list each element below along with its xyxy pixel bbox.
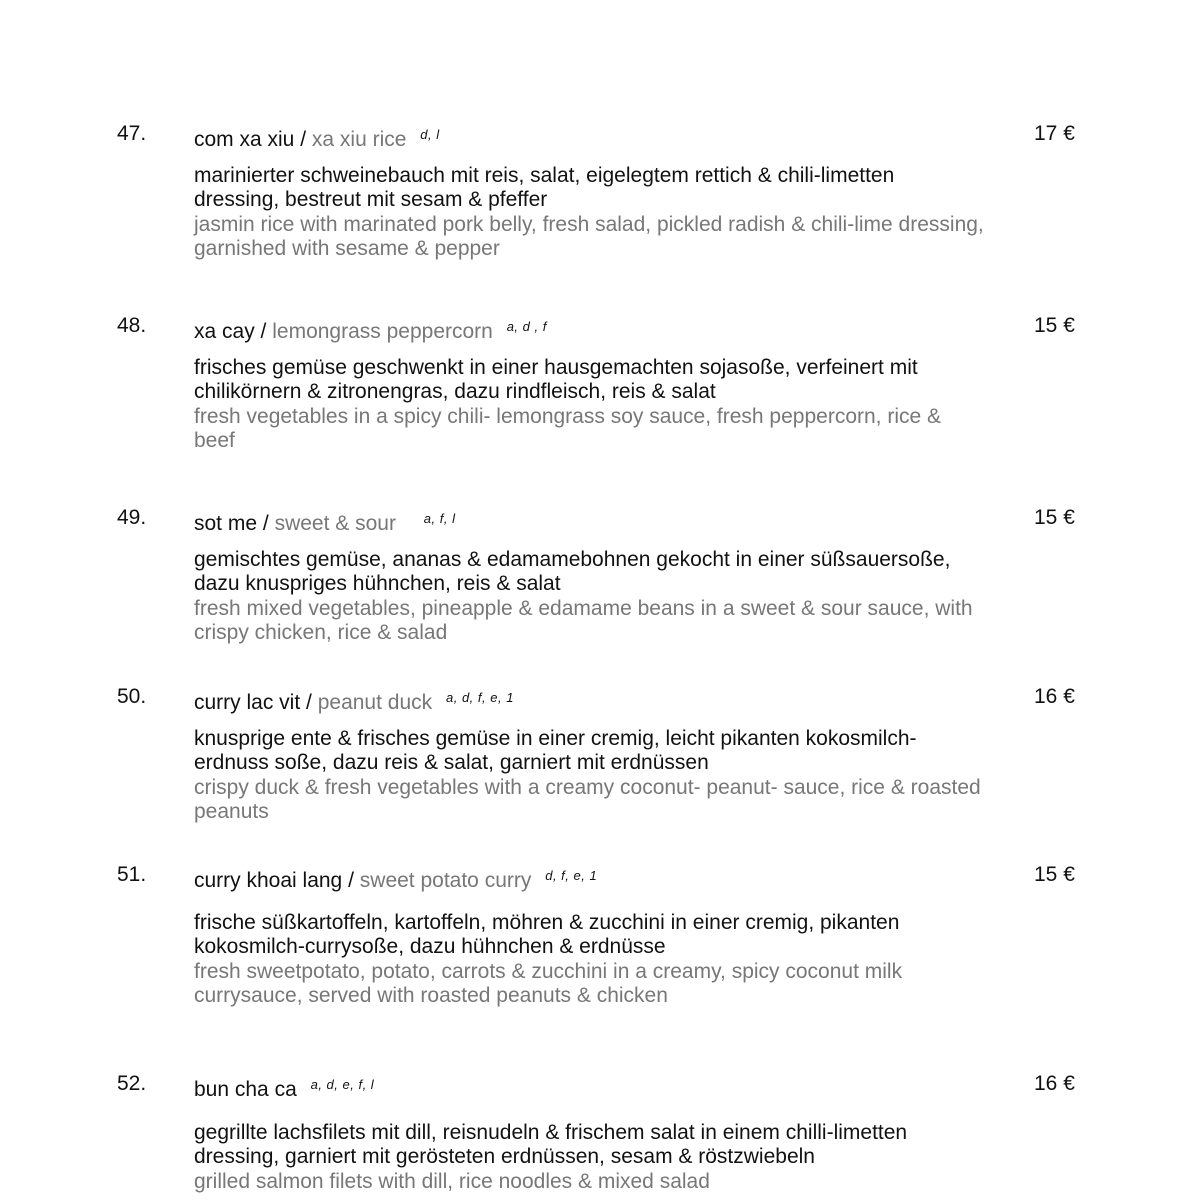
item-title — [194, 864, 597, 893]
item-title — [194, 1073, 374, 1102]
description-english: fresh vegetables in a spicy chili- lemongrass soy sauce, fresh peppercorn, rice & beef — [194, 404, 942, 453]
item-description — [194, 727, 984, 825]
item-title — [194, 315, 547, 344]
item-price: 16 € — [1034, 1072, 1075, 1095]
item-name-en: lemongrass peppercorn — [272, 320, 493, 343]
item-number: 49. — [117, 506, 147, 529]
item-name-en: sweet potato curry — [359, 869, 532, 892]
description-german: marinierter schweinebauch mit reis, salat, eigelegtem rettich & chili-limetten dressing, bestreut mit sesam & pfeffer — [194, 164, 895, 212]
item-number: 48. — [117, 314, 147, 337]
description-english: fresh mixed vegetables, pineapple & edamame beans in a sweet & sour sauce, with crispy chicken, rice & salad — [194, 596, 973, 645]
item-title — [194, 123, 440, 152]
item-number: 50. — [117, 685, 147, 708]
description-german: gegrillte lachsfilets mit dill, reisnudeln & frischem salat in einem chilli-limetten dressing, garniert mit gerösteten erdnüssen, sesam & röstzwiebeln — [194, 1121, 908, 1169]
description-german: frisches gemüse geschwenkt in einer hausgemachten sojasoße, verfeinert mit chilikörnern & zitronengras, dazu rindfleisch, reis & salat — [194, 356, 918, 404]
item-description — [194, 548, 984, 646]
item-description — [194, 1121, 984, 1194]
name-separator: / — [262, 512, 269, 535]
allergen-codes: d, f, e, 1 — [545, 868, 598, 883]
item-name-vn: com xa xiu — [194, 128, 295, 151]
item-name-en: peanut duck — [317, 691, 433, 714]
allergen-codes: a, f, l — [423, 511, 456, 526]
description-german: frische süßkartoffeln, kartoffeln, möhren & zucchini in einer cremig, pikanten kokosmilch-currysoße, dazu hühnchen & erdnüsse — [194, 911, 900, 959]
item-price: 15 € — [1034, 863, 1075, 886]
description-german: knusprige ente & frisches gemüse in einer cremig, leicht pikanten kokosmilch-erdnuss soße, dazu reis & salat, garniert mit erdnüssen — [194, 727, 917, 775]
allergen-codes: a, d , f — [506, 319, 547, 334]
item-description — [194, 911, 984, 1009]
allergen-codes: d, l — [420, 127, 440, 142]
description-english: fresh sweetpotato, potato, carrots & zucchini in a creamy, spicy coconut milk currysauce, served with roasted peanuts & chicken — [194, 959, 903, 1008]
description-english: crispy duck & fresh vegetables with a creamy coconut- peanut- sauce, rice & roasted peanuts — [194, 775, 981, 824]
item-price: 16 € — [1034, 685, 1075, 708]
item-description — [194, 356, 984, 454]
item-name-vn: sot me — [194, 512, 258, 535]
item-name-vn: bun cha ca — [194, 1078, 297, 1101]
item-description — [194, 164, 984, 262]
item-number: 47. — [117, 122, 147, 145]
item-title — [194, 686, 514, 715]
item-number: 52. — [117, 1072, 147, 1095]
item-price: 15 € — [1034, 314, 1075, 337]
allergen-codes: a, d, f, e, 1 — [446, 690, 514, 705]
item-price: 15 € — [1034, 506, 1075, 529]
name-separator: / — [306, 691, 312, 714]
item-name-vn: curry lac vit — [194, 691, 301, 714]
item-name-vn: curry khoai lang — [194, 869, 343, 892]
description-english: jasmin rice with marinated pork belly, fresh salad, pickled radish & chili-lime dressing, garnished with sesame & pepper — [194, 212, 984, 261]
description-german: gemischtes gemüse, ananas & edamamebohnen gekocht in einer süßsauersoße, dazu knuspriges hühnchen, reis & salat — [194, 548, 951, 596]
item-title — [194, 507, 455, 536]
item-name-en: sweet & sour — [274, 512, 396, 535]
name-separator: / — [348, 869, 354, 892]
name-separator: / — [300, 128, 307, 151]
name-separator: / — [260, 320, 267, 343]
description-english: grilled salmon filets with dill, rice noodles & mixed salad — [194, 1169, 710, 1193]
item-number: 51. — [117, 863, 147, 886]
item-name-en: xa xiu rice — [311, 128, 407, 151]
item-name-vn: xa cay — [194, 320, 255, 343]
item-price: 17 € — [1034, 122, 1075, 145]
allergen-codes: a, d, e, f, l — [310, 1077, 375, 1092]
